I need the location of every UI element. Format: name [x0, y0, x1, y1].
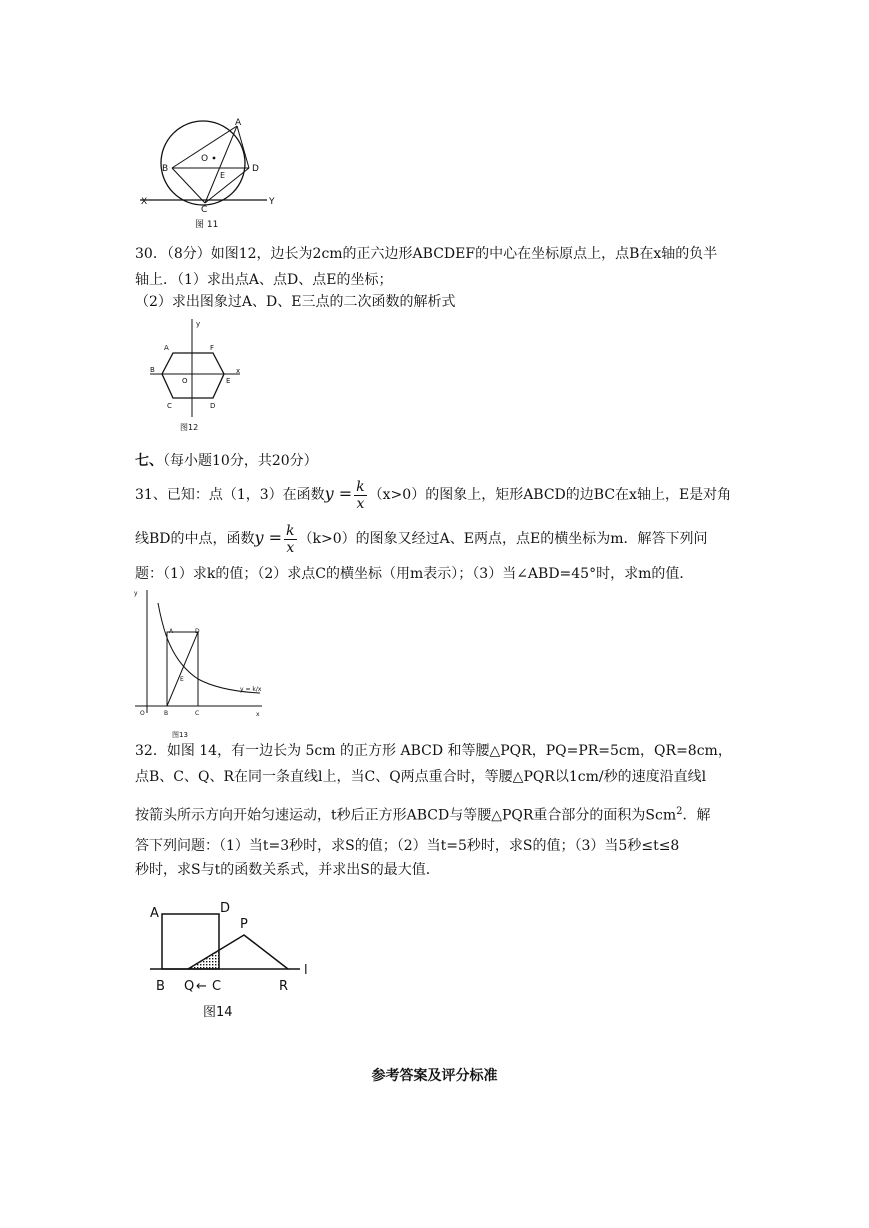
q30-line2: 轴上．（1）求出点A、点D、点E的坐标； [135, 272, 393, 288]
label-A: A [150, 906, 159, 921]
label-O: O [182, 377, 188, 385]
q32-line3: 按箭头所示方向开始匀速运动，t秒后正方形ABCD与等腰△PQR重合部分的面积为Scm$^2$．解 [135, 806, 711, 824]
section-heading [135, 451, 318, 471]
label-l: l [304, 963, 308, 978]
label-R: R [279, 979, 289, 994]
q32-line5: 秒时，求S与t的函数关系式，并求出S的最大值． [135, 862, 440, 878]
label-B: B [150, 366, 155, 374]
label-B: B [156, 979, 165, 994]
label-x: x [256, 711, 260, 718]
answer-title: 参考答案及评分标准 [371, 1068, 498, 1084]
label-B: B [164, 710, 169, 717]
q32-line2: 点B、C、Q、R在同一条直线l上，当C、Q两点重合时，等腰△PQR以1cm/秒的速度沿直线l [135, 769, 707, 785]
label-P: P [240, 917, 248, 932]
label-E: E [180, 676, 184, 683]
arrow-left: ← [196, 979, 207, 994]
q30-line1: 30．（8分）如图12，边长为2cm的正六边形ABCDEF的中心在坐标原点上，点B在x轴的负半 [135, 246, 718, 262]
label-Y: Y [269, 197, 275, 207]
figure-caption: 图14 [203, 1005, 233, 1020]
q32-line1: 32．如图 14，有一边长为 5cm 的正方形 ABCD 和等腰△PQR，PQ=PR=5cm，QR=8cm， [135, 743, 732, 759]
label-X: X [141, 197, 148, 207]
label-F: F [210, 344, 215, 352]
label-A: A [169, 628, 174, 635]
label-E: E [226, 377, 231, 385]
label-E: E [220, 171, 226, 180]
q31-line1: 31、已知：点（1，3）在函数y = $\frac{k}{x}$ （x>0）的图象上，矩形ABCD的边BC在x轴上，E是对角 [135, 478, 732, 512]
label-A: A [164, 344, 169, 352]
label-Q: Q [184, 979, 195, 994]
label-y: y [134, 590, 138, 597]
label-B: B [162, 164, 169, 174]
label-O: O [140, 710, 145, 717]
q31-line2: 线BD的中点，函数y = $\frac{k}{x}$ （k>0）的图象又经过A、E两点，点E的横坐标为m．解答下列问 [135, 522, 708, 556]
figure-11 [135, 110, 285, 235]
label-C: C [195, 710, 200, 717]
label-y: y [196, 320, 201, 328]
label-D: D [252, 164, 259, 174]
q32-line4: 答下列问题：（1）当t=3秒时，求S的值；（2）当t=5秒时，求S的值；（3）当5秒≤t≤8 [135, 838, 680, 854]
figure-13 [130, 585, 270, 740]
q30-line3: （2）求出图象过A、D、E三点的二次函数的解析式 [135, 294, 456, 310]
figure-caption: 图12 [180, 423, 199, 432]
label-A: A [235, 118, 242, 128]
figure-caption: 图 11 [195, 220, 219, 230]
label-x: x [236, 367, 241, 375]
label-C: C [167, 402, 172, 410]
fraction-k-over-x: $\frac{k}{x}$ [356, 478, 365, 512]
section-note: （每小题10分，共20分） [163, 453, 318, 469]
curve-label: y = k/x [240, 686, 262, 693]
label-D: D [210, 402, 216, 410]
section-number: 七、 [135, 453, 163, 469]
label-O: O [201, 154, 209, 164]
figure-12 [140, 315, 250, 437]
figure-caption: 图13 [172, 731, 188, 739]
label-D: D [220, 901, 231, 916]
figure-14 [140, 895, 325, 1025]
label-D: D [195, 628, 200, 635]
label-C: C [201, 205, 208, 215]
fraction-k-over-x: $\frac{k}{x}$ [286, 522, 295, 556]
label-C: C [212, 979, 222, 994]
q31-line3: 题：（1）求k的值；（2）求点C的横坐标（用m表示）；（3）当∠ABD=45°时，求m的值． [135, 566, 694, 582]
